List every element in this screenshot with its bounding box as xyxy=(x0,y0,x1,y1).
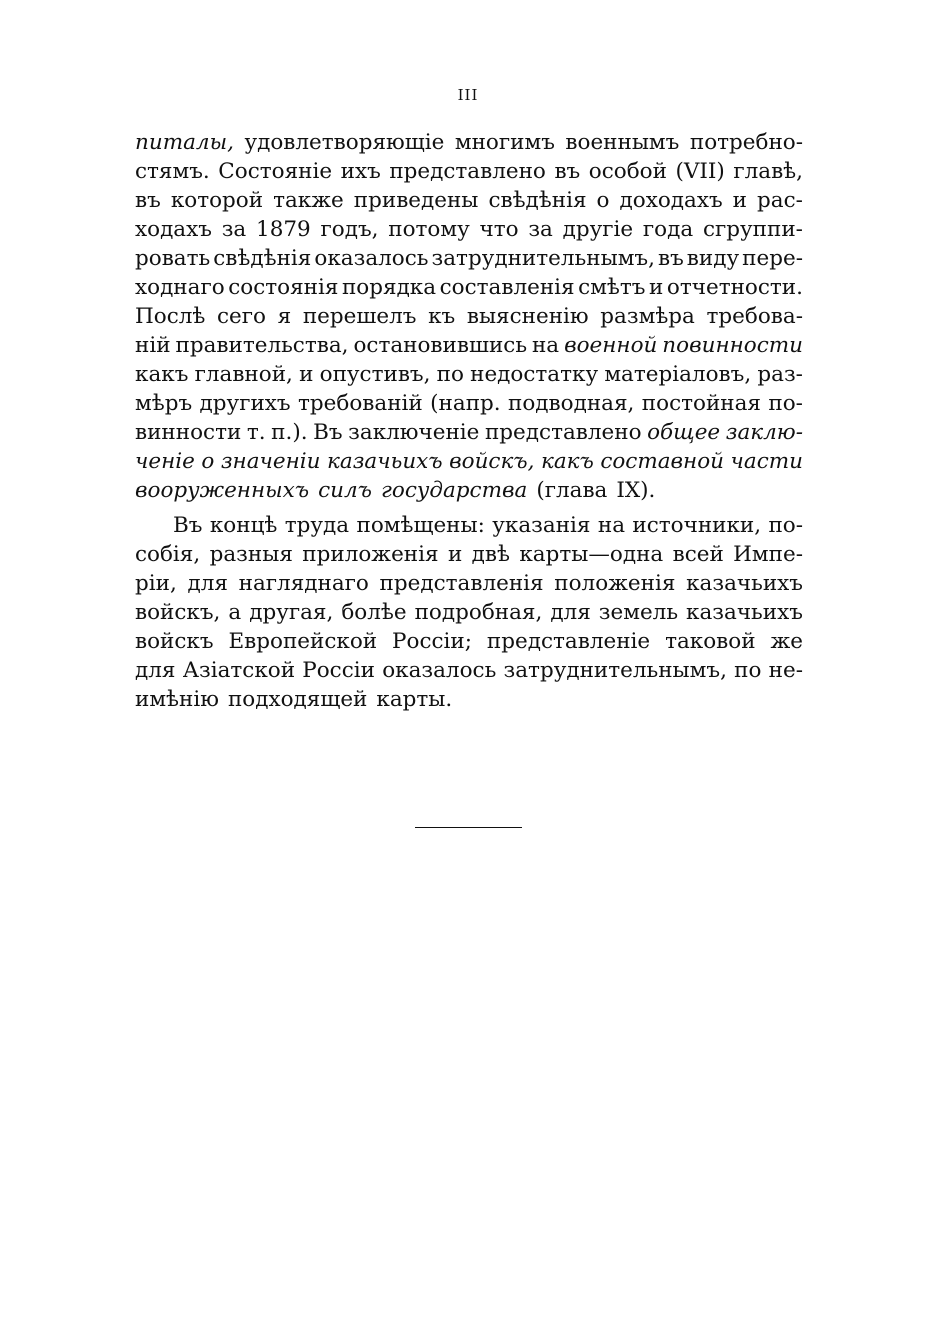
word: по xyxy=(436,362,464,387)
word: (глава xyxy=(536,478,608,503)
word: въ xyxy=(657,246,684,271)
word: Послѣ xyxy=(135,304,206,329)
word: разныя xyxy=(209,542,293,567)
text-line xyxy=(135,476,803,505)
paragraph-2 xyxy=(135,511,803,714)
text-line xyxy=(135,389,803,418)
word: пере- xyxy=(742,246,803,271)
word: болѣе xyxy=(341,600,407,625)
word: виду xyxy=(686,246,740,271)
text-line xyxy=(135,569,803,598)
text-line xyxy=(135,598,803,627)
word: свѣдѣнія xyxy=(213,246,312,271)
word: подходящей xyxy=(227,687,368,712)
word: ній xyxy=(135,333,171,358)
text-line xyxy=(135,418,803,447)
word: карты—одна xyxy=(519,542,664,567)
word: годъ, xyxy=(320,217,379,242)
word: опустивъ, xyxy=(319,362,431,387)
word: для xyxy=(135,658,176,683)
word: заключеніе xyxy=(348,420,480,445)
text-line xyxy=(135,302,803,331)
word: подводная, xyxy=(508,391,635,416)
word: ріи, xyxy=(135,571,177,596)
word: оказалось xyxy=(314,246,429,271)
word: по- xyxy=(768,513,803,538)
word: года xyxy=(642,217,694,242)
word: смѣтъ xyxy=(578,275,646,300)
body-text xyxy=(135,128,803,714)
word: за xyxy=(221,217,247,242)
word: Въ xyxy=(173,513,203,538)
word: силъ xyxy=(318,478,373,503)
word: другихъ xyxy=(199,391,291,416)
word: главной, xyxy=(194,362,293,387)
word: отчетности. xyxy=(666,275,803,300)
word: мѣръ xyxy=(135,391,193,416)
word: затруднительнымъ, xyxy=(503,658,727,683)
page-number: III xyxy=(457,86,479,104)
word: ходнаго xyxy=(135,275,225,300)
word: представленіе xyxy=(486,629,651,654)
text-line xyxy=(135,244,803,273)
word: въ xyxy=(554,159,581,184)
word: ходахъ xyxy=(135,217,212,242)
word: не- xyxy=(768,658,803,683)
word: порядка xyxy=(341,275,437,300)
word: другіе xyxy=(562,217,634,242)
text-line xyxy=(135,215,803,244)
word: войскъ, xyxy=(449,449,535,474)
word: составленія xyxy=(439,275,575,300)
text-line xyxy=(135,157,803,186)
word: и xyxy=(732,188,747,213)
word: (напр. xyxy=(430,391,501,416)
word: перешелъ xyxy=(302,304,417,329)
word: представлено xyxy=(484,420,642,445)
word: и xyxy=(447,542,463,567)
text-line xyxy=(135,273,803,302)
word: труда xyxy=(284,513,350,538)
word: въ xyxy=(135,188,161,213)
word: рас- xyxy=(757,188,803,213)
word: и xyxy=(649,275,664,300)
word: главѣ, xyxy=(733,159,803,184)
word: сего xyxy=(217,304,266,329)
word: имѣнію xyxy=(135,687,219,712)
word: военной xyxy=(564,333,658,358)
word: затруднительнымъ, xyxy=(431,246,655,271)
word: казачьихъ xyxy=(686,571,803,596)
word: также xyxy=(273,188,344,213)
word: Состояніе xyxy=(218,159,333,184)
word: постойная xyxy=(641,391,761,416)
word: потребно- xyxy=(689,130,803,155)
text-line xyxy=(135,511,803,540)
word: общее xyxy=(647,420,721,445)
word: представлено xyxy=(389,159,546,184)
word: части xyxy=(730,449,803,474)
text-line xyxy=(135,540,803,569)
word: Россіи xyxy=(302,658,375,683)
word: выясненію xyxy=(466,304,589,329)
word: о xyxy=(201,449,215,474)
text-line xyxy=(135,447,803,476)
section-end-rule xyxy=(415,827,522,828)
word: концѣ xyxy=(209,513,278,538)
word: раз- xyxy=(757,362,803,387)
word: земель xyxy=(598,600,679,625)
word: удовлетворяющіе xyxy=(244,130,445,155)
word: по- xyxy=(768,391,803,416)
word: о xyxy=(596,188,610,213)
word: приведены xyxy=(353,188,479,213)
word: которой xyxy=(170,188,264,213)
word: государства xyxy=(381,478,528,503)
word: повинности xyxy=(662,333,803,358)
word: т. xyxy=(246,420,266,445)
paragraph-1 xyxy=(135,128,803,505)
word: требова- xyxy=(706,304,803,329)
word: п.). xyxy=(271,420,308,445)
word: а xyxy=(228,600,242,625)
word: правительства, xyxy=(175,333,349,358)
word: по xyxy=(734,658,762,683)
word: размѣра xyxy=(600,304,695,329)
word: таковой xyxy=(665,629,756,654)
word: винности xyxy=(135,420,242,445)
text-line xyxy=(135,360,803,389)
word: на xyxy=(597,513,626,538)
word: за xyxy=(528,217,553,242)
word: я xyxy=(277,304,292,329)
text-line xyxy=(135,186,803,215)
word: Россіи; xyxy=(392,629,472,654)
word: войскъ xyxy=(135,629,214,654)
word: указанія xyxy=(492,513,591,538)
word: требованій xyxy=(298,391,423,416)
word: же xyxy=(770,629,803,654)
word: сгруппи- xyxy=(702,217,803,242)
word: приложенія xyxy=(302,542,439,567)
word: какъ xyxy=(540,449,594,474)
word: казачьихъ xyxy=(327,449,443,474)
word: для xyxy=(187,571,228,596)
word: ихъ xyxy=(340,159,381,184)
word: значеніи xyxy=(220,449,321,474)
word: заклю- xyxy=(725,420,803,445)
word: недостатку xyxy=(470,362,599,387)
word: другая, xyxy=(249,600,334,625)
word: составной xyxy=(600,449,725,474)
word: положенія xyxy=(554,571,676,596)
word: къ xyxy=(428,304,456,329)
word: источники, xyxy=(632,513,762,538)
word: собія, xyxy=(135,542,201,567)
word: Импе- xyxy=(733,542,803,567)
text-line xyxy=(135,685,803,714)
word: матеріаловъ, xyxy=(604,362,752,387)
word: ченіе xyxy=(135,449,195,474)
word: Азіатской xyxy=(182,658,296,683)
text-line xyxy=(135,128,803,157)
word: IX). xyxy=(616,478,656,503)
word: вооруженныхъ xyxy=(135,478,310,503)
word: стямъ. xyxy=(135,159,210,184)
word: нагляднаго xyxy=(238,571,369,596)
text-line xyxy=(135,331,803,360)
word: питалы, xyxy=(135,130,234,155)
word: всей xyxy=(672,542,724,567)
word: (VII) xyxy=(675,159,725,184)
word: особой xyxy=(588,159,667,184)
word: представленія xyxy=(379,571,544,596)
text-line xyxy=(135,656,803,685)
word: ровать xyxy=(135,246,211,271)
word: остановившись xyxy=(353,333,528,358)
word: карты. xyxy=(376,687,453,712)
word: подробная, xyxy=(414,600,543,625)
word: войскъ, xyxy=(135,600,221,625)
word: на xyxy=(531,333,560,358)
word: военнымъ xyxy=(565,130,680,155)
word: и xyxy=(299,362,314,387)
word: 1879 xyxy=(256,217,311,242)
word: потому xyxy=(388,217,470,242)
text-line xyxy=(135,627,803,656)
word: свѣдѣнія xyxy=(488,188,587,213)
word: что xyxy=(479,217,519,242)
word: двѣ xyxy=(471,542,510,567)
word: доходахъ xyxy=(619,188,723,213)
word: многимъ xyxy=(454,130,555,155)
word: Въ xyxy=(313,420,343,445)
word: состоянія xyxy=(228,275,339,300)
word: оказалось xyxy=(382,658,497,683)
word: Европейской xyxy=(228,629,378,654)
word: казачьихъ xyxy=(686,600,803,625)
word: для xyxy=(550,600,591,625)
word: помѣщены: xyxy=(356,513,485,538)
word: какъ xyxy=(135,362,189,387)
